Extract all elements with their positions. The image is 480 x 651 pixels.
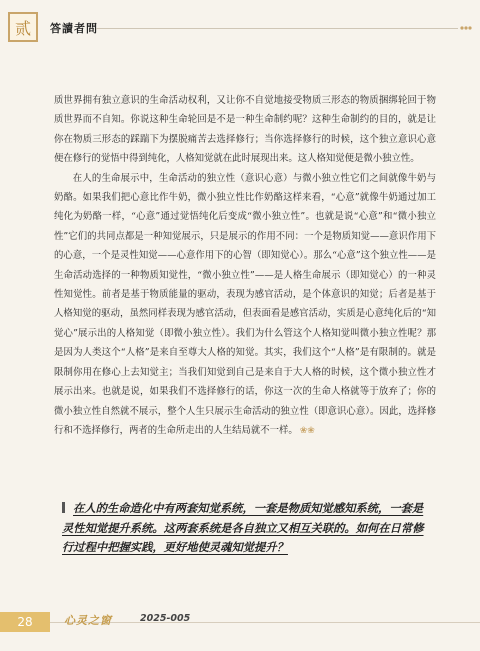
magazine-title: 心灵之窗 [64, 614, 112, 627]
paragraph [54, 169, 436, 442]
column-title: 答讀者問 [50, 22, 98, 35]
callout-bar [62, 502, 65, 513]
section-badge-label: 贰 [14, 18, 31, 38]
issue-number: 2025-005 [140, 613, 191, 624]
paragraph-text: 在人的生命展示中，生命活动的独立性（意识心意）与微小独立性它们之间就像牛奶与奶酪。如果我们把心意比作牛奶，微小独立性比作奶酪这样来看，“心意”就像牛奶通过加工纯化为奶酪一样，“心意”通过觉悟纯化后变成“微小独立性”。也就是说“心意”和“微小独立性”它们的共同点都是一种知觉展示，只是展示的作用不同：一个是物质知觉——意识作用下的心意，一个是灵性知觉——心意作用下的心智（即知觉心）。那么“心意”这个独立性——是生命活动选择的一种物质知觉性，“微小独立性”——是人格生命展示（即知觉心）的一种灵性知觉性。前者是基于物质能量的驱动，表现为感官活动，是个体意识的知觉；后者是基于人格知觉的驱动，虽然同样表现为感官活动，但表面看是感官活动，实质是心意纯化后的“知觉心”展示出的人格知觉（即微小独立性）。我们为什么管这个人格知觉叫微小独立性呢？那是因为人类这个“人格”是来自至尊大人格的知觉。其实，我们这个“人格”是有限制的。就是限制你用在修心上去知觉主；当我们知觉到自己是来自于大人格的时候，这个微小独立性才展示出来。也就是说，如果我们不选择修行的话，你这一次的生命人格就等于放弃了；你的微小独立性自然就不展示，整个人生只展示生命活动的独立性（即意识心意）。因此，选择修行和不选择修行，两者的生命所走出的人生结局就不一样。 [54, 172, 436, 436]
callout-text: 在人的生命造化中有两套知觉系统，一套是物质知觉感知系统，一套是灵性知觉提升系统。这两套系统是各自独立又相互关联的。如何在日常修行过程中把握实践，更好地使灵魂知觉提升？ [62, 501, 424, 555]
header-dots-icon [460, 25, 472, 31]
section-badge [8, 12, 38, 42]
paragraph: 质世界拥有独立意识的生命活动权利，又让你不自觉地接受物质三形态的物质捆绑轮回于物质世界而不自知。你说这种生命轮回是不是一种生命制约呢？这种生命制约的目的，就是让你在物质三形态的踩踹下为摆脱痛苦去选择修行；当你选择修行的时候，这个独立意识心意便在修行的觉悟中得到纯化，人格知觉就在此时展现出来。这人格知觉便是微小独立性。 [54, 95, 436, 165]
page-number: 28 [0, 612, 50, 632]
callout-question [62, 499, 432, 558]
header-divider [96, 28, 458, 29]
end-mark-icon: ❀❀ [299, 425, 315, 436]
article-body [54, 91, 436, 441]
